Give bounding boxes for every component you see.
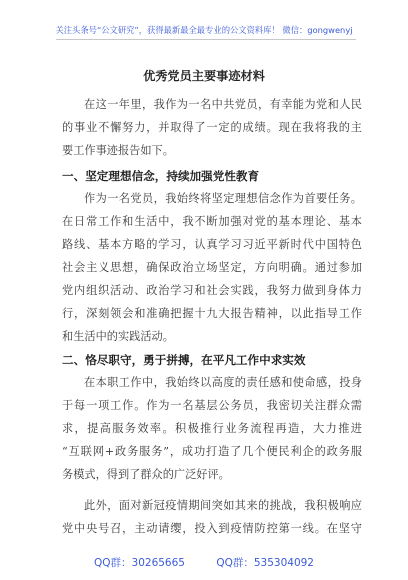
paragraph-line: 务模式，得到了群众的广泛好评。 bbox=[62, 468, 230, 481]
paragraph-line: 行，深刻领会和准确把握十九大报告精神，以此指导工作 bbox=[62, 307, 362, 320]
header-note: 关注头条号“公文研究”，获得最新最全最专业的公文资料库！ 微信：gongwenyj bbox=[55, 25, 353, 35]
paragraph-line: 此外，面对新冠疫情期间突如其来的挑战，我积极响应 bbox=[84, 499, 362, 512]
paragraph-line: 要工作事迹报告如下。 bbox=[62, 144, 174, 157]
paragraph-line: 路线、基本方略的学习，认真学习习近平新时代中国特色 bbox=[62, 238, 362, 251]
footer-qq-group-2: QQ群：535304092 bbox=[216, 557, 314, 569]
paragraph-line: 党中央号召，主动请缨，投入到疫情防控第一线。在坚守 bbox=[62, 522, 362, 535]
paragraph-line: 于每一项工作。作为一名基层公务员，我密切关注群众需 bbox=[62, 399, 362, 412]
document-title: 优秀党员主要事迹材料 bbox=[143, 69, 265, 83]
paragraph-line: 在本职工作中，我始终以高度的责任感和使命感，投身 bbox=[84, 376, 362, 389]
footer-contact bbox=[0, 555, 408, 570]
paragraph-line: 的事业不懈努力，并取得了一定的成绩。现在我将我的主 bbox=[62, 121, 362, 134]
footer-qq-group-1: QQ群：30265665 bbox=[94, 557, 185, 569]
paragraph-line: 作为一名党员，我始终将坚定理想信念作为首要任务。 bbox=[84, 192, 362, 205]
paragraph-line: 和生活中的实践活动。 bbox=[62, 330, 174, 343]
header-divider bbox=[56, 39, 356, 40]
paragraph-line: “互联网+政务服务”，成功打造了几个便民利企的政务服 bbox=[62, 445, 362, 458]
paragraph-line: 党内组织活动、政治学习和社会实践，我努力做到身体力 bbox=[62, 284, 362, 297]
section-heading: 一、坚定理想信念，持续加强党性教育 bbox=[62, 169, 260, 183]
paragraph-line: 在这一年里，我作为一名中共党员，有幸能为党和人民 bbox=[84, 98, 362, 111]
paragraph-line: 在日常工作和生活中，我不断加强对党的基本理论、基本 bbox=[62, 215, 362, 228]
paragraph-line: 社会主义思想，确保政治立场坚定，方向明确。通过参加 bbox=[62, 261, 362, 274]
section-heading: 二、恪尽职守，勇于拼搏，在平凡工作中求实效 bbox=[62, 353, 306, 367]
paragraph-line: 求，提高服务效率。积极推行业务流程再造，大力推进 bbox=[62, 422, 362, 435]
